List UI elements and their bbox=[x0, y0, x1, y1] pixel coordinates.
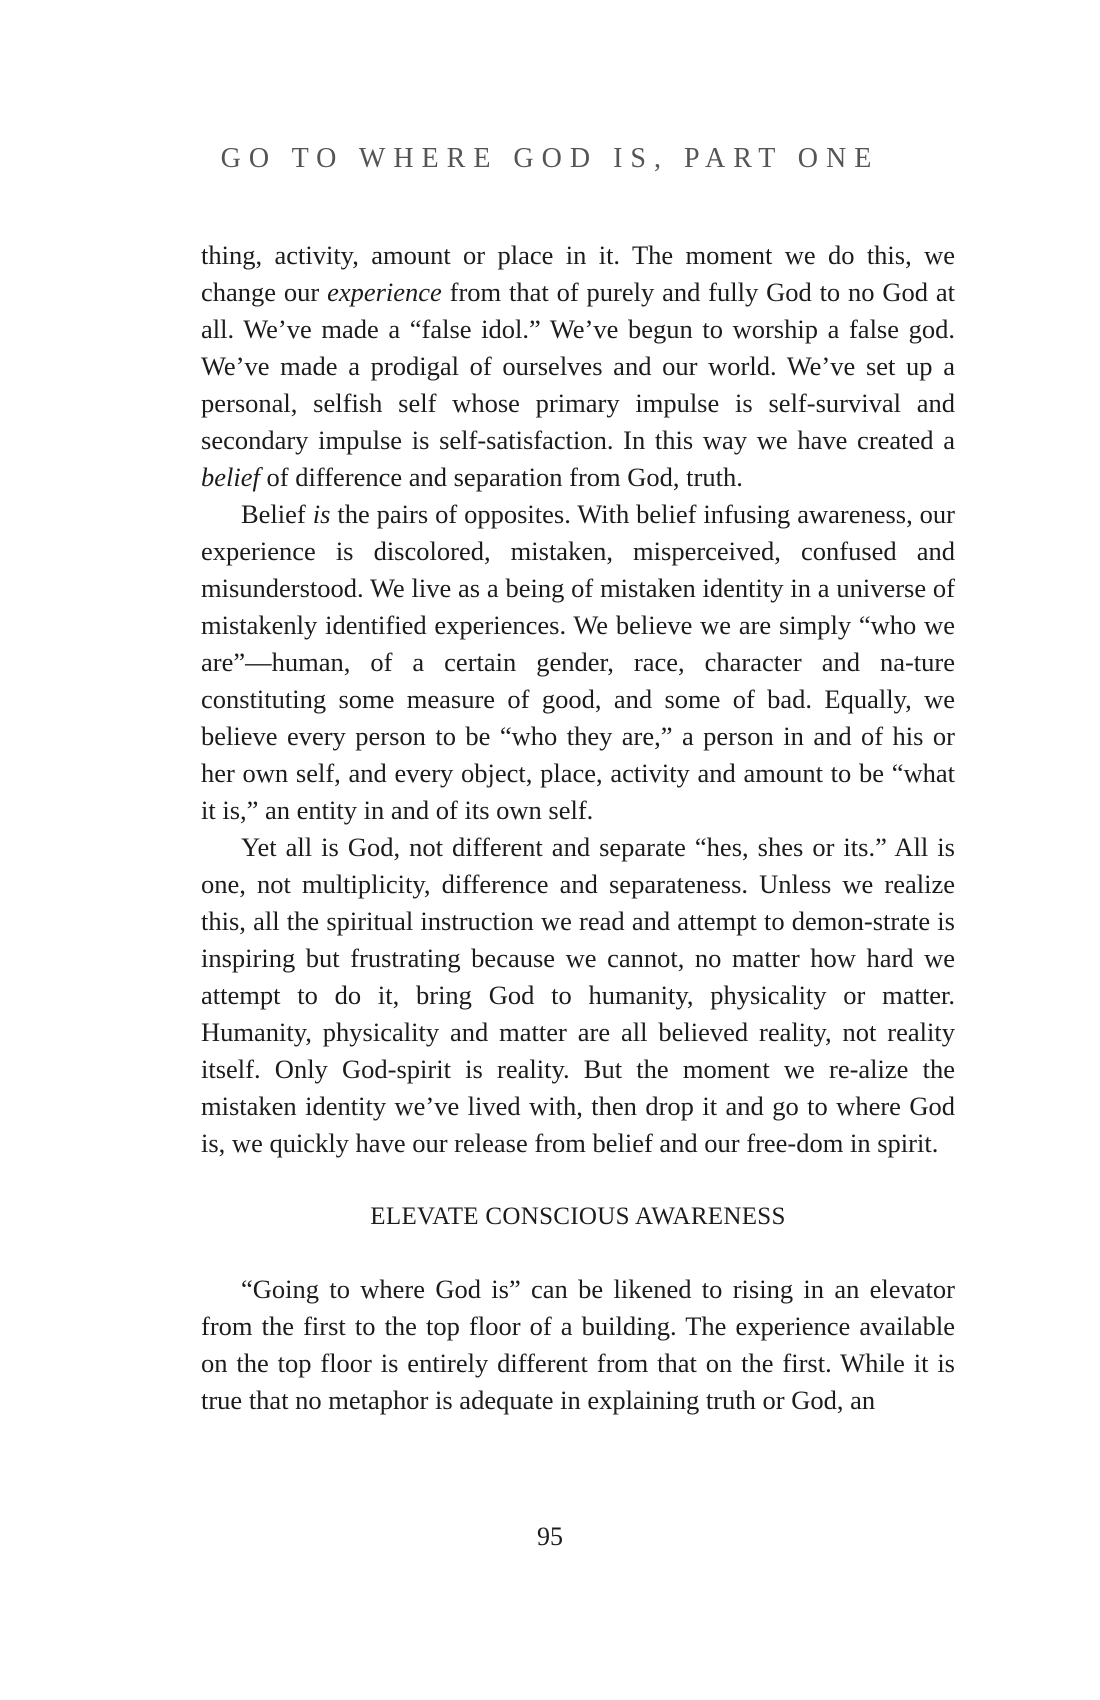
body-text bbox=[201, 237, 955, 1419]
text-run: Belief bbox=[241, 499, 313, 529]
page-number: 95 bbox=[537, 1522, 563, 1551]
text-run: from that of purely and fully God to no God at all. We’ve made a “false idol.” We’ve begun to worship a false god. We’ve made a prodigal of ourselves and our world. We’ve set up a personal, selfish self whose primary impulse is self-survival and secondary impulse is self-satisfaction. In this way we have created a bbox=[201, 277, 955, 455]
text-run: the pairs of opposites. With belief infusing awareness, our experience is discolored, mistaken, misperceived, confused and misunderstood. We live as a being of mistaken identity in a universe of mistakenly identified experiences. We believe we are simply “who we are”—human, of a certain gender, race, character and na-ture constituting some measure of good, and some of bad. Equally, we believe every person to be “who they are,” a person in and of his or her own self, and every object, place, activity and amount to be “what it is,” an entity in and of its own self. bbox=[201, 499, 956, 825]
italic-text: belief bbox=[201, 462, 260, 492]
paragraph bbox=[201, 1271, 955, 1419]
text-run: Yet all is God, not different and separate “hes, shes or its.” All is one, not multiplicity, difference and separateness. Unless we realize this, all the spiritual instruction we read and attempt to demon-strate is inspiring but frustrating because we cannot, no matter how hard we attempt to do it, bring God to humanity, physicality or matter. Humanity, physicality and matter are all believed reality, not reality itself. Only God-spirit is reality. But the moment we re-alize the mistaken identity we’ve lived with, then drop it and go to where God is, we quickly have our release from belief and our free-dom in spirit. bbox=[201, 832, 955, 1158]
section-heading: ELEVATE CONSCIOUS AWARENESS bbox=[370, 1203, 786, 1230]
italic-text: is bbox=[312, 499, 331, 529]
paragraph bbox=[201, 496, 955, 829]
italic-text: experience bbox=[327, 277, 442, 307]
text-run: thing, activity, amount or place in it. The moment we do this, we change our bbox=[201, 240, 955, 307]
text-run: of difference and separation from God, truth. bbox=[259, 462, 743, 492]
paragraph bbox=[201, 829, 955, 1162]
paragraphs-before-heading bbox=[201, 237, 955, 1162]
paragraphs-after-heading bbox=[201, 1271, 955, 1419]
text-run: “Going to where God is” can be likened to rising in an elevator from the first to the top floor of a building. The experience available on the top floor is entirely different from that on the first. While it is true that no metaphor is adequate in explaining truth or God, an bbox=[201, 1274, 955, 1415]
running-head: GO TO WHERE GOD IS, PART ONE bbox=[220, 143, 880, 174]
paragraph bbox=[201, 237, 955, 496]
